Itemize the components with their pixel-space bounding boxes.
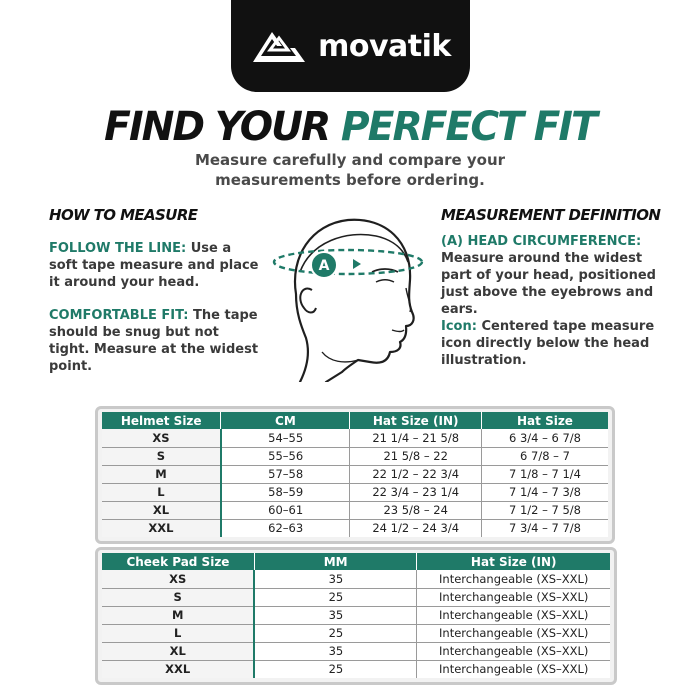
table-cell: 7 1/2 – 7 5/8 bbox=[481, 501, 608, 519]
size-cell: XS bbox=[102, 570, 254, 588]
table-cell: Interchangeable (XS–XXL) bbox=[417, 570, 610, 588]
size-cell: S bbox=[102, 588, 254, 606]
table-cell: 7 3/4 – 7 7/8 bbox=[481, 519, 608, 537]
table-cell: 35 bbox=[254, 642, 417, 660]
table-row bbox=[102, 447, 608, 465]
title-part-1: FIND YOUR bbox=[104, 104, 341, 150]
size-cell: L bbox=[102, 624, 254, 642]
column-header: Hat Size bbox=[481, 412, 608, 429]
table-cell: 24 1/2 – 24 3/4 bbox=[350, 519, 482, 537]
definition-text: Measure around the widest part of your head, positioned just above the eyebrows and ears. bbox=[441, 251, 656, 317]
instruction-lead: FOLLOW THE LINE: bbox=[49, 241, 187, 256]
table-cell: 54–55 bbox=[221, 429, 350, 447]
table-cell: 7 1/4 – 7 3/8 bbox=[481, 483, 608, 501]
instruction-lead: COMFORTABLE FIT: bbox=[49, 308, 189, 323]
table-row bbox=[102, 606, 610, 624]
measurement-definition-title: MEASUREMENT DEFINITION bbox=[441, 206, 661, 224]
subtitle-line-1: Measure carefully and compare your bbox=[194, 151, 506, 169]
size-cell: XS bbox=[102, 429, 221, 447]
brand-header bbox=[231, 0, 470, 92]
size-cell: XL bbox=[102, 642, 254, 660]
measurement-marker-label: A bbox=[318, 258, 330, 274]
table-cell: 62–63 bbox=[221, 519, 350, 537]
column-header: Hat Size (IN) bbox=[350, 412, 482, 429]
subtitle-line-2: measurements before ordering. bbox=[215, 171, 485, 189]
column-header: CM bbox=[221, 412, 350, 429]
table-cell: Interchangeable (XS–XXL) bbox=[417, 588, 610, 606]
column-header: Helmet Size bbox=[102, 412, 221, 429]
size-cell: S bbox=[102, 447, 221, 465]
instruction-follow-line bbox=[49, 240, 259, 291]
table-row bbox=[102, 483, 608, 501]
size-cell: L bbox=[102, 483, 221, 501]
column-header: MM bbox=[254, 553, 417, 570]
table-cell: Interchangeable (XS–XXL) bbox=[417, 642, 610, 660]
definition-icon bbox=[441, 318, 666, 369]
table-cell: 6 3/4 – 6 7/8 bbox=[481, 429, 608, 447]
table-cell: 21 5/8 – 22 bbox=[350, 447, 482, 465]
table-cell: 22 1/2 – 22 3/4 bbox=[350, 465, 482, 483]
table-cell: 22 3/4 – 23 1/4 bbox=[350, 483, 482, 501]
brand-name: movatik bbox=[318, 28, 451, 64]
column-header: Hat Size (IN) bbox=[417, 553, 610, 570]
page-title bbox=[7, 103, 693, 151]
table-cell: 25 bbox=[254, 588, 417, 606]
definition-lead: Icon: bbox=[441, 319, 477, 334]
helmet-size-table bbox=[95, 406, 615, 544]
size-cell: XXL bbox=[102, 519, 221, 537]
instruction-text: Use a soft tape measure and place it around your head. bbox=[49, 241, 259, 290]
table-row bbox=[102, 588, 610, 606]
table-row bbox=[102, 519, 608, 537]
table-row bbox=[102, 624, 610, 642]
table-row bbox=[102, 642, 610, 660]
table-cell: 23 5/8 – 24 bbox=[350, 501, 482, 519]
table-cell: Interchangeable (XS–XXL) bbox=[417, 624, 610, 642]
size-cell: M bbox=[102, 465, 221, 483]
table-cell: 25 bbox=[254, 660, 417, 678]
table-cell: 7 1/8 – 7 1/4 bbox=[481, 465, 608, 483]
measurement-definition-section bbox=[441, 233, 666, 369]
size-cell: XXL bbox=[102, 660, 254, 678]
how-to-measure-section bbox=[49, 240, 259, 375]
definition-lead: (A) HEAD CIRCUMFERENCE: bbox=[441, 234, 642, 249]
table-cell: 57–58 bbox=[221, 465, 350, 483]
instruction-text: The tape should be snug but not tight. Measure at the widest point. bbox=[49, 308, 259, 374]
table-cell: 35 bbox=[254, 570, 417, 588]
table-row bbox=[102, 429, 608, 447]
definition-head-circumference bbox=[441, 233, 666, 318]
mountain-logo-icon bbox=[250, 26, 308, 66]
subtitle bbox=[0, 150, 700, 190]
table-cell: Interchangeable (XS–XXL) bbox=[417, 660, 610, 678]
table-row bbox=[102, 501, 608, 519]
table-cell: 35 bbox=[254, 606, 417, 624]
table-row bbox=[102, 660, 610, 678]
instruction-comfortable-fit bbox=[49, 307, 259, 375]
how-to-measure-title: HOW TO MEASURE bbox=[49, 206, 198, 224]
table-cell: Interchangeable (XS–XXL) bbox=[417, 606, 610, 624]
head-illustration bbox=[266, 202, 426, 382]
table-cell: 25 bbox=[254, 624, 417, 642]
size-cell: XL bbox=[102, 501, 221, 519]
table-cell: 58–59 bbox=[221, 483, 350, 501]
size-cell: M bbox=[102, 606, 254, 624]
title-part-2: PERFECT FIT bbox=[340, 104, 596, 150]
table-cell: 21 1/4 – 21 5/8 bbox=[350, 429, 482, 447]
definition-text: Centered tape measure icon directly below the head illustration. bbox=[441, 319, 655, 368]
cheek-pad-size-table bbox=[95, 547, 617, 685]
column-header: Cheek Pad Size bbox=[102, 553, 254, 570]
table-row bbox=[102, 465, 608, 483]
table-cell: 6 7/8 – 7 bbox=[481, 447, 608, 465]
table-cell: 55–56 bbox=[221, 447, 350, 465]
table-cell: 60–61 bbox=[221, 501, 350, 519]
table-row bbox=[102, 570, 610, 588]
